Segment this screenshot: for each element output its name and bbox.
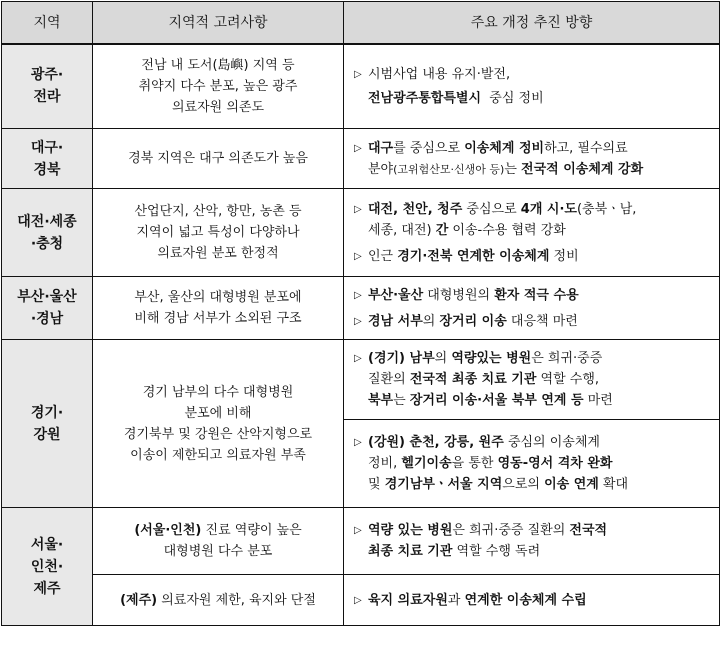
direction-line: 대구를 중심으로 이송체계 정비하고, 필수의료 (368, 140, 628, 156)
consideration-cell (93, 575, 344, 626)
region-cell (2, 44, 93, 129)
direction-line: 시범사업 내용 유지·발전, (368, 66, 511, 82)
triangle-bullet-icon: ▷ (354, 250, 362, 262)
direction-line: 대전, 천안, 청주 중심으로 4개 시·도(충북ㆍ남, (368, 201, 637, 217)
direction-cell (344, 189, 720, 277)
direction-item (354, 199, 713, 241)
table-row (2, 508, 720, 575)
direction-line: 부산·울산 대형병원의 환자 적극 수용 (368, 287, 579, 303)
consideration-line: 부산, 울산의 대형병원 분포에 (134, 290, 302, 305)
direction-line: 인근 경기·전북 연계한 이송체계 정비 (368, 248, 579, 264)
header-consideration: 지역적 고려사항 (93, 2, 344, 44)
triangle-bullet-icon: ▷ (354, 289, 362, 301)
region-line: 강원 (33, 426, 61, 443)
table-row (2, 44, 720, 129)
triangle-bullet-icon: ▷ (354, 203, 362, 215)
consideration-line: 의료자원 분포 한정적 (157, 246, 279, 261)
region-cell (2, 189, 93, 277)
consideration-line: 대형병원 다수 분포 (163, 544, 273, 559)
region-line: 부산·울산 (17, 289, 77, 305)
consideration-line: 경기북부 및 강원은 산악지형으로 (123, 426, 313, 442)
direction-line: 분야(고위험산모·신생아 등)는 전국적 이송체계 강화 (368, 161, 644, 177)
region-cell (2, 340, 93, 508)
direction-item (354, 311, 713, 332)
direction-item (354, 520, 713, 562)
direction-line: 전남광주통합특별시 중심 정비 (368, 90, 544, 106)
direction-line: 경남 서부의 장거리 이송 대응책 마련 (368, 313, 578, 329)
direction-item (354, 432, 713, 495)
table-row (2, 189, 720, 277)
consideration-line: 취약지 다수 분포, 높은 광주 (138, 78, 298, 94)
consideration-line: (제주) 의료자원 제한, 육지와 단절 (120, 592, 316, 608)
consideration-line: 전남 내 도서(島嶼) 지역 등 (141, 57, 295, 73)
consideration-line: 지역이 넓고 특성이 다양하나 (136, 225, 300, 240)
region-line: 경북 (33, 161, 61, 178)
direction-cell (344, 420, 720, 508)
direction-cell (344, 508, 720, 575)
direction-item (354, 285, 713, 306)
direction-line: (강원) 춘천, 강릉, 원주 중심의 이송체계 (368, 435, 600, 450)
consideration-line: 경기 남부의 다수 대형병원 (142, 384, 294, 400)
direction-item (354, 590, 713, 611)
regional-policy-table (1, 1, 720, 626)
direction-line: 최종 치료 기관 역할 수행 독려 (368, 544, 541, 559)
table-row (2, 575, 720, 626)
triangle-bullet-icon: ▷ (354, 315, 362, 327)
direction-cell (344, 340, 720, 420)
region-line: 대구· (30, 139, 64, 156)
region-cell (2, 129, 93, 189)
consideration-cell (93, 277, 344, 340)
direction-cell (344, 575, 720, 626)
region-line: 제주 (33, 580, 61, 597)
region-cell (2, 277, 93, 340)
triangle-bullet-icon: ▷ (354, 353, 362, 364)
consideration-line: 산업단지, 산악, 항만, 농촌 등 (134, 204, 302, 219)
direction-line: 역량 있는 병원은 희귀·중증 질환의 전국적 (368, 523, 608, 538)
header-direction: 주요 개정 추진 방향 (344, 2, 720, 44)
direction-line: 북부는 장거리 이송·서울 북부 연계 등 마련 (368, 393, 613, 408)
consideration-cell (93, 340, 344, 508)
table-row (2, 340, 720, 420)
header-region: 지역 (2, 2, 93, 44)
triangle-bullet-icon: ▷ (354, 437, 362, 448)
direction-line: 육지 의료자원과 연계한 이송체계 수립 (368, 592, 587, 608)
region-line: 경기· (30, 404, 64, 421)
consideration-line: 분포에 비해 (184, 405, 252, 421)
consideration-line: 비해 경남 서부가 소외된 구조 (134, 311, 302, 326)
region-line: 서울· (30, 536, 64, 553)
triangle-bullet-icon: ▷ (354, 142, 362, 154)
direction-item (354, 246, 713, 267)
consideration-cell (93, 189, 344, 277)
direction-line: 세종, 대전) 간 이송-수용 협력 강화 (368, 222, 566, 238)
consideration-cell (93, 129, 344, 189)
direction-line: 정비, 헬기이송을 통한 영동-영서 격차 완화 (368, 456, 613, 471)
region-line: ·경남 (30, 311, 64, 327)
table-row (2, 129, 720, 189)
triangle-bullet-icon: ▷ (354, 594, 362, 606)
table-header-row (2, 2, 720, 44)
region-line: 광주· (30, 67, 64, 84)
consideration-line: 이송이 제한되고 의료자원 부족 (130, 447, 306, 463)
direction-line: 및 경기남부ㆍ서울 지역으로의 이송 연계 확대 (368, 477, 629, 492)
direction-line: (경기) 남부의 역량있는 병원은 희귀·중증 (368, 351, 603, 366)
consideration-line: 의료자원 의존도 (171, 99, 265, 115)
triangle-bullet-icon: ▷ (354, 525, 362, 536)
direction-item (354, 138, 713, 180)
region-cell (2, 508, 93, 626)
consideration-cell (93, 508, 344, 575)
triangle-bullet-icon: ▷ (354, 68, 362, 80)
region-line: 인천· (30, 558, 64, 575)
direction-item (354, 348, 713, 411)
table-row (2, 277, 720, 340)
direction-item (354, 64, 713, 109)
consideration-cell (93, 44, 344, 129)
region-line: ·충청 (30, 235, 64, 252)
direction-line: 질환의 전국적 최종 치료 기관 역할 수행, (368, 372, 600, 387)
direction-cell (344, 129, 720, 189)
consideration-line: (서울·인천) 진료 역량이 높은 (134, 523, 302, 538)
direction-cell (344, 277, 720, 340)
region-line: 대전·세종 (17, 213, 77, 230)
direction-cell (344, 44, 720, 129)
region-line: 전라 (33, 89, 61, 106)
consideration-line: 경북 지역은 대구 의존도가 높음 (128, 151, 308, 166)
